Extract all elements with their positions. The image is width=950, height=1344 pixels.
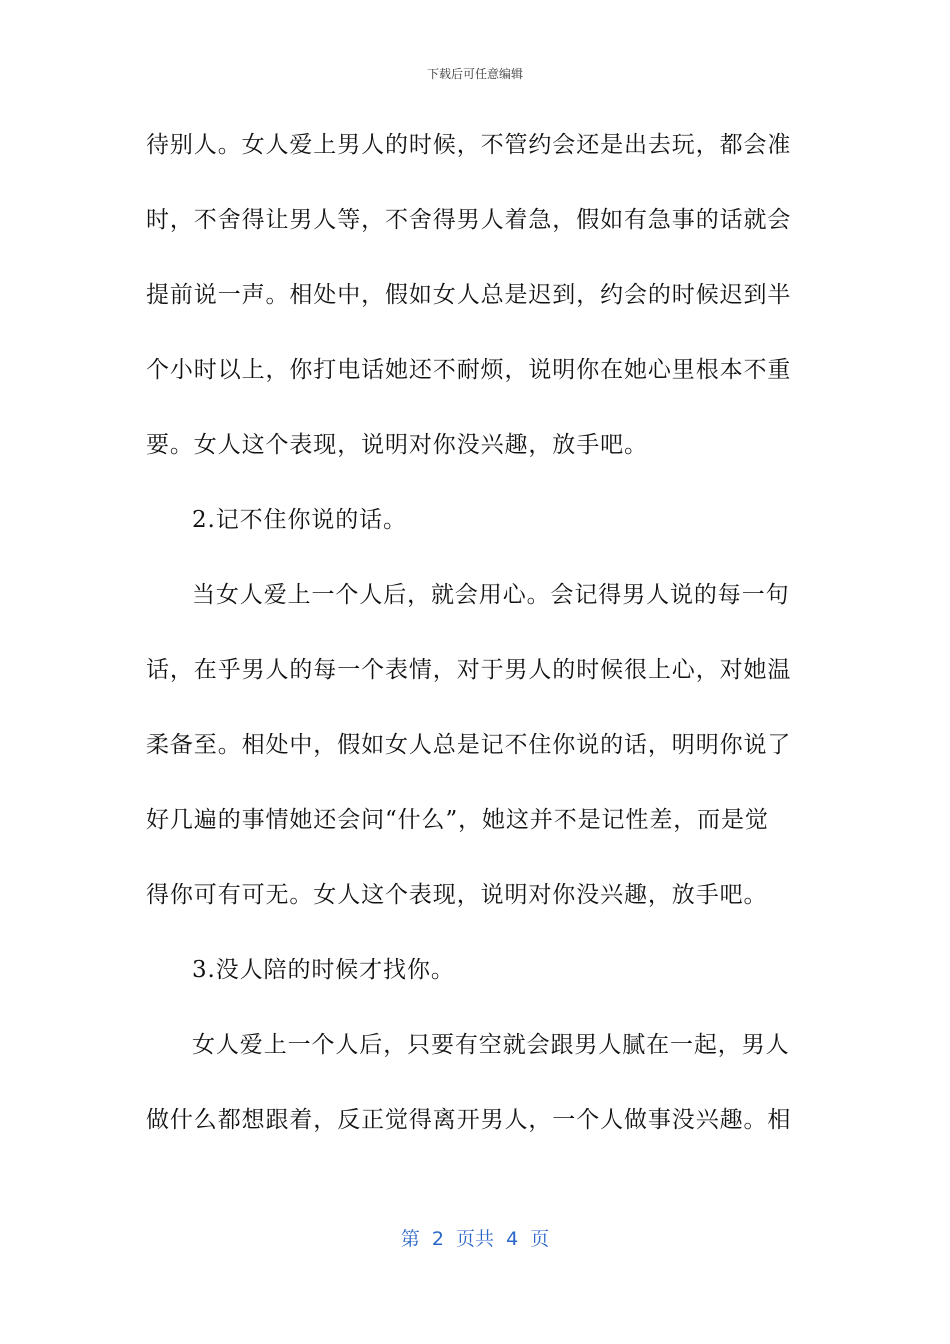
body-line: 好几遍的事情她还会问“什么”，她这并不是记性差，而是觉 [146,807,769,833]
document-body [146,121,796,1171]
body-line: 当女人爱上一个人后，就会用心。会记得男人说的每一句 [192,582,790,608]
page-number: 第 2 页共 4 页 [400,1228,550,1250]
body-line: 时，不舍得让男人等，不舍得男人着急，假如有急事的话就会 [146,207,792,233]
section-heading: 3.没人陪的时候才找你。 [192,957,455,983]
section-heading: 2.记不住你说的话。 [192,507,407,533]
page-header: 下载后可任意编辑 [426,67,523,81]
body-line: 女人爱上一个人后，只要有空就会跟男人腻在一起，男人 [192,1032,790,1058]
body-line: 柔备至。相处中，假如女人总是记不住你说的话，明明你说了 [146,732,792,758]
body-line: 个小时以上，你打电话她还不耐烦，说明你在她心里根本不重 [146,357,792,383]
body-line: 待别人。女人爱上男人的时候，不管约会还是出去玩，都会准 [146,132,792,158]
body-line: 提前说一声。相处中，假如女人总是迟到，约会的时候迟到半 [146,282,792,308]
body-line: 做什么都想跟着，反正觉得离开男人，一个人做事没兴趣。相 [146,1107,792,1133]
body-line: 得你可有可无。女人这个表现，说明对你没兴趣，放手吧。 [146,882,768,908]
body-line: 话，在乎男人的每一个表情，对于男人的时候很上心，对她温 [146,657,792,683]
body-line: 要。女人这个表现，说明对你没兴趣，放手吧。 [146,432,648,458]
